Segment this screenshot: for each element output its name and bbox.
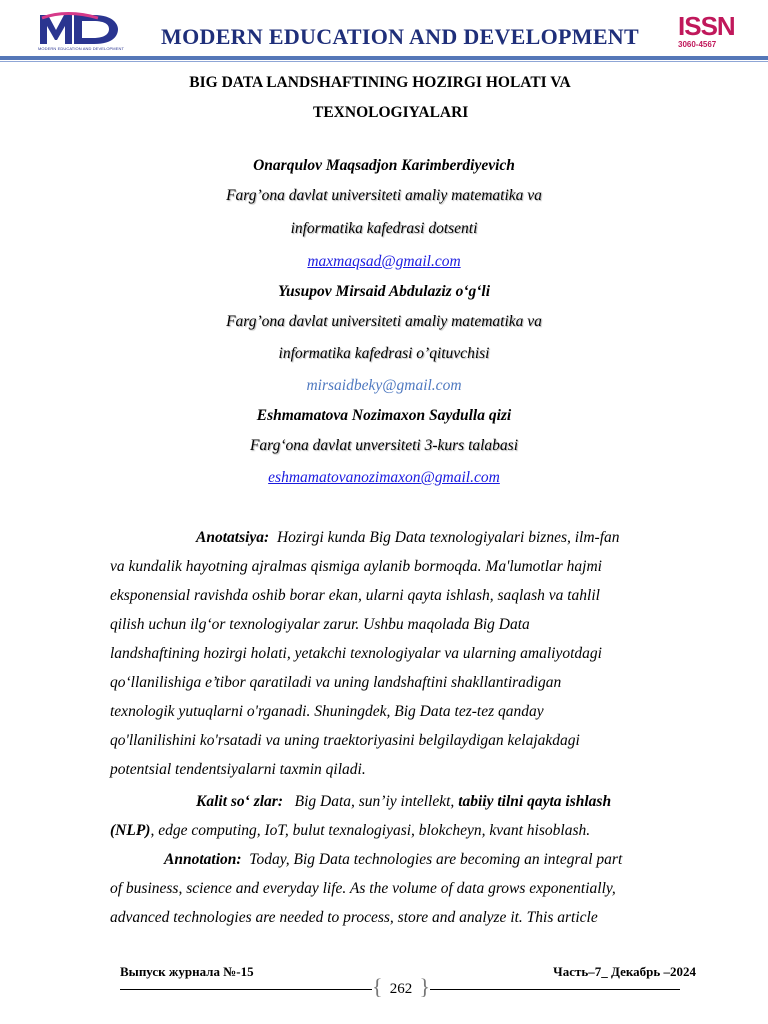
author-1-affiliation-line-1: Farg’ona davlat universiteti amaliy matematika va (226, 187, 542, 204)
journal-title: MODERN EDUCATION AND DEVELOPMENT (161, 24, 639, 49)
header-rule (0, 56, 768, 60)
author-3-email (60, 469, 708, 487)
author-3-name: Eshmamatova Nozimaxon Saydulla qizi (256, 407, 512, 424)
keywords-text-1: Big Data, sun’iy intellekt, (294, 793, 455, 810)
md-logo-icon (38, 12, 120, 46)
issn-label: ISSN (678, 11, 735, 41)
author-2-name: Yusupov Mirsaid Abdulaziz o‘g‘li (277, 283, 491, 300)
abstract-uz-line-3: eksponensial ravishda oshib borar ekan, ularni qayta ishlash, saqlash va tahlil (110, 587, 600, 604)
abstract-en-line-1-wrap (110, 845, 695, 874)
author-2-email-text[interactable]: mirsaidbeky@gmail.com (306, 377, 462, 394)
keywords-bold-1: tabiiy tilni qayta ishlash (458, 793, 612, 810)
author-1-email-link[interactable]: maxmaqsad@gmail.com (307, 253, 461, 270)
abstract-uz-line-1: Hozirgi kunda Big Data texnologiyalari biznes, ilm-fan (276, 529, 620, 546)
left-brace-icon: { (372, 974, 383, 999)
paper-title (110, 68, 650, 128)
logo-tagline: MODERN EDUCATION AND DEVELOPMENT (38, 46, 125, 51)
paper-title-line-1: BIG DATA LANDSHAFTINING HOZIRGI HOLATI VA (189, 74, 571, 91)
abstract-en-line-1: Today, Big Data technologies are becoming an integral part (249, 851, 623, 868)
author-2-affiliation-line-1: Farg’ona davlat universiteti amaliy matematika va (226, 313, 542, 330)
issn-number: 3060-4567 (678, 40, 717, 49)
abstract-uz-line-9: potentsial tendentsiyalarni taxmin qiladi. (110, 761, 366, 778)
abstract-uz-label: Anotatsiya: (196, 529, 270, 546)
keywords-label: Kalit so‘ zlar: (196, 793, 283, 810)
header-rule-thin (0, 61, 768, 62)
page-number-box (372, 976, 430, 1002)
right-brace-icon: } (419, 974, 430, 999)
author-1-affiliation-line-2: informatika kafedrasi dotsenti (290, 220, 478, 237)
author-2-affiliation-line-2: informatika kafedrasi o’qituvchisi (278, 345, 490, 362)
abstract-en-line-2: of business, science and everyday life. As the volume of data grows exponentially, (110, 880, 616, 897)
footer-part-date: Часть–7_ Декабрь –2024 (553, 964, 696, 979)
author-3-affiliation: Farg‘ona davlat unversiteti 3-kurs talabasi (249, 437, 519, 454)
abstract-uz-line-7: texnologik yutuqlarni o'rganadi. Shuningdek, Big Data tez-tez qanday (110, 703, 544, 720)
keywords-bold-2: (NLP) (110, 822, 151, 839)
footer-issue: Выпуск журнала №-15 (120, 964, 254, 979)
author-1-email (60, 253, 708, 271)
abstract-en-line-3: advanced technologies are needed to process, store and analyze it. This article (110, 909, 598, 926)
keywords-line-1 (110, 787, 695, 816)
author-1-name: Onarqulov Maqsadjon Karimberdiyevich (253, 157, 515, 174)
page-number: 262 (389, 981, 413, 997)
journal-logo (38, 12, 125, 52)
abstract-en-label: Annotation: (164, 851, 242, 868)
keywords-line-2 (110, 816, 695, 845)
abstract-uz-line-2: va kundalik hayotning ajralmas qismiga aylanib bormoqda. Ma'lumotlar hajmi (110, 558, 602, 575)
abstract-uz-line (110, 523, 695, 552)
abstract-uz-line-5: landshaftining hozirgi holati, yetakchi texnologiyalar va ularning amaliyotdagi (110, 645, 602, 662)
paper-title-line-2: TEXNOLOGIYALARI (313, 104, 469, 121)
abstract-uz-line-8: qo'llanilishini ko'rsatadi va uning traektoriyasini belgilaydigan kelajakdagi (110, 732, 580, 749)
keywords (110, 787, 695, 845)
author-2-email (60, 377, 708, 395)
author-3-email-link[interactable]: eshmamatovanozimaxon@gmail.com (268, 469, 500, 486)
abstract-en (110, 845, 695, 932)
keywords-text-2: , edge computing, IoT, bulut texnalogiyasi, blokcheyn, kvant hisoblash. (150, 822, 591, 839)
abstract-uz (110, 523, 695, 784)
issn-logo (678, 12, 740, 54)
abstract-uz-line-6: qo‘llanilishiga e’tibor qaratiladi va uning landshaftini shakllantiradigan (110, 674, 562, 691)
abstract-uz-line-4: qilish uchun ilg‘or texnologiyalar zarur. Ushbu maqolada Big Data (110, 616, 530, 633)
